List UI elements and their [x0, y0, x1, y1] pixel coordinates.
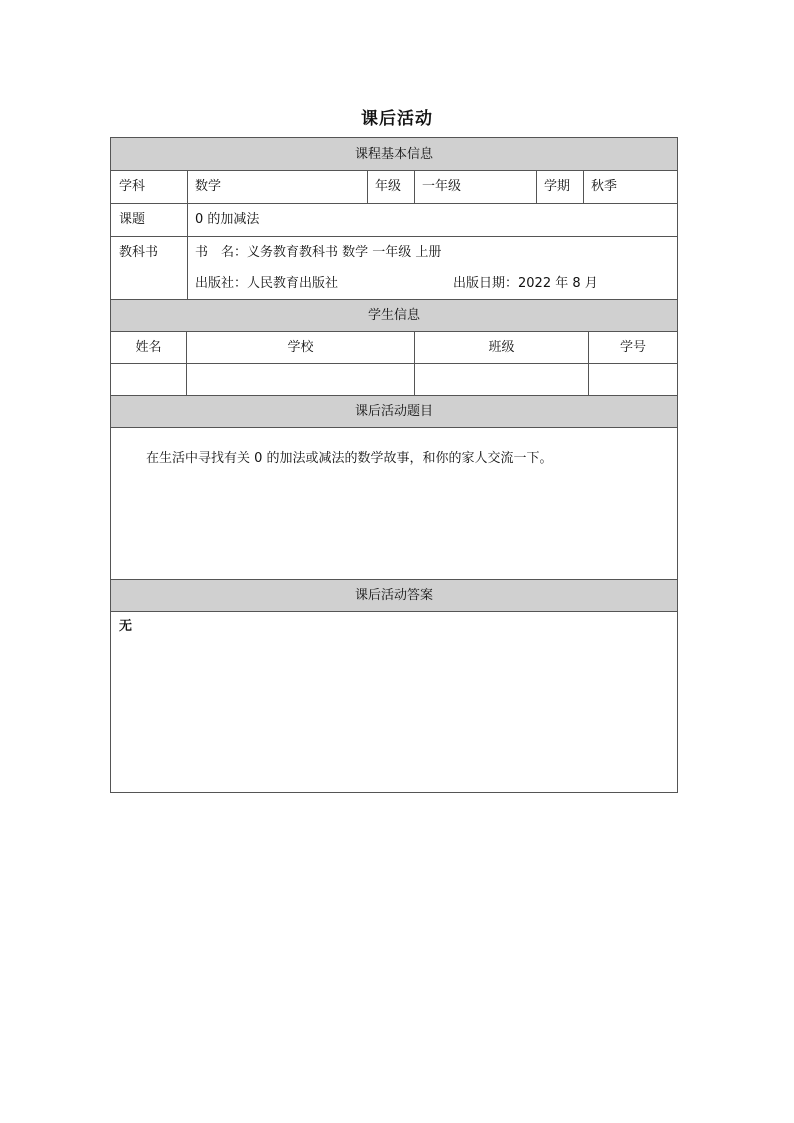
activity-question-header: 课后活动题目 [111, 396, 677, 428]
topic-value: 0 的加减法 [195, 212, 260, 227]
term-value: 秋季 [591, 179, 618, 194]
student-info-header: 学生信息 [111, 300, 677, 332]
term-label: 学期 [544, 179, 571, 194]
textbook-label: 教科书 [119, 245, 159, 260]
activity-answer-content: 无 [119, 619, 133, 634]
activity-answer-header: 课后活动答案 [111, 580, 677, 612]
subject-label: 学科 [119, 179, 146, 194]
textbook-name: 书 名：义务教育教科书 数学 一年级 上册 [195, 245, 442, 260]
grade-value: 一年级 [422, 179, 462, 194]
student-school-field[interactable] [187, 364, 414, 395]
textbook-pub-date: 出版日期：2022 年 8 月 [453, 276, 598, 291]
student-name-field[interactable] [111, 364, 186, 395]
page-title: 课后活动 [361, 109, 433, 129]
subject-value: 数学 [195, 179, 222, 194]
course-info-header: 课程基本信息 [111, 138, 677, 171]
activity-prompt: 在生活中寻找有关 0 的加法或减法的数学故事，和你的家人交流一下。 [146, 451, 553, 466]
student-class-field[interactable] [415, 364, 588, 395]
student-id-header: 学号 [619, 340, 646, 355]
student-id-field[interactable] [589, 364, 677, 395]
grade-label: 年级 [375, 179, 402, 194]
textbook-publisher: 出版社：人民教育出版社 [195, 276, 339, 291]
student-class-header: 班级 [488, 340, 515, 355]
student-school-header: 学校 [287, 340, 314, 355]
topic-label: 课题 [119, 212, 146, 227]
activity-sheet-table [110, 137, 678, 793]
student-name-header: 姓名 [135, 340, 162, 355]
